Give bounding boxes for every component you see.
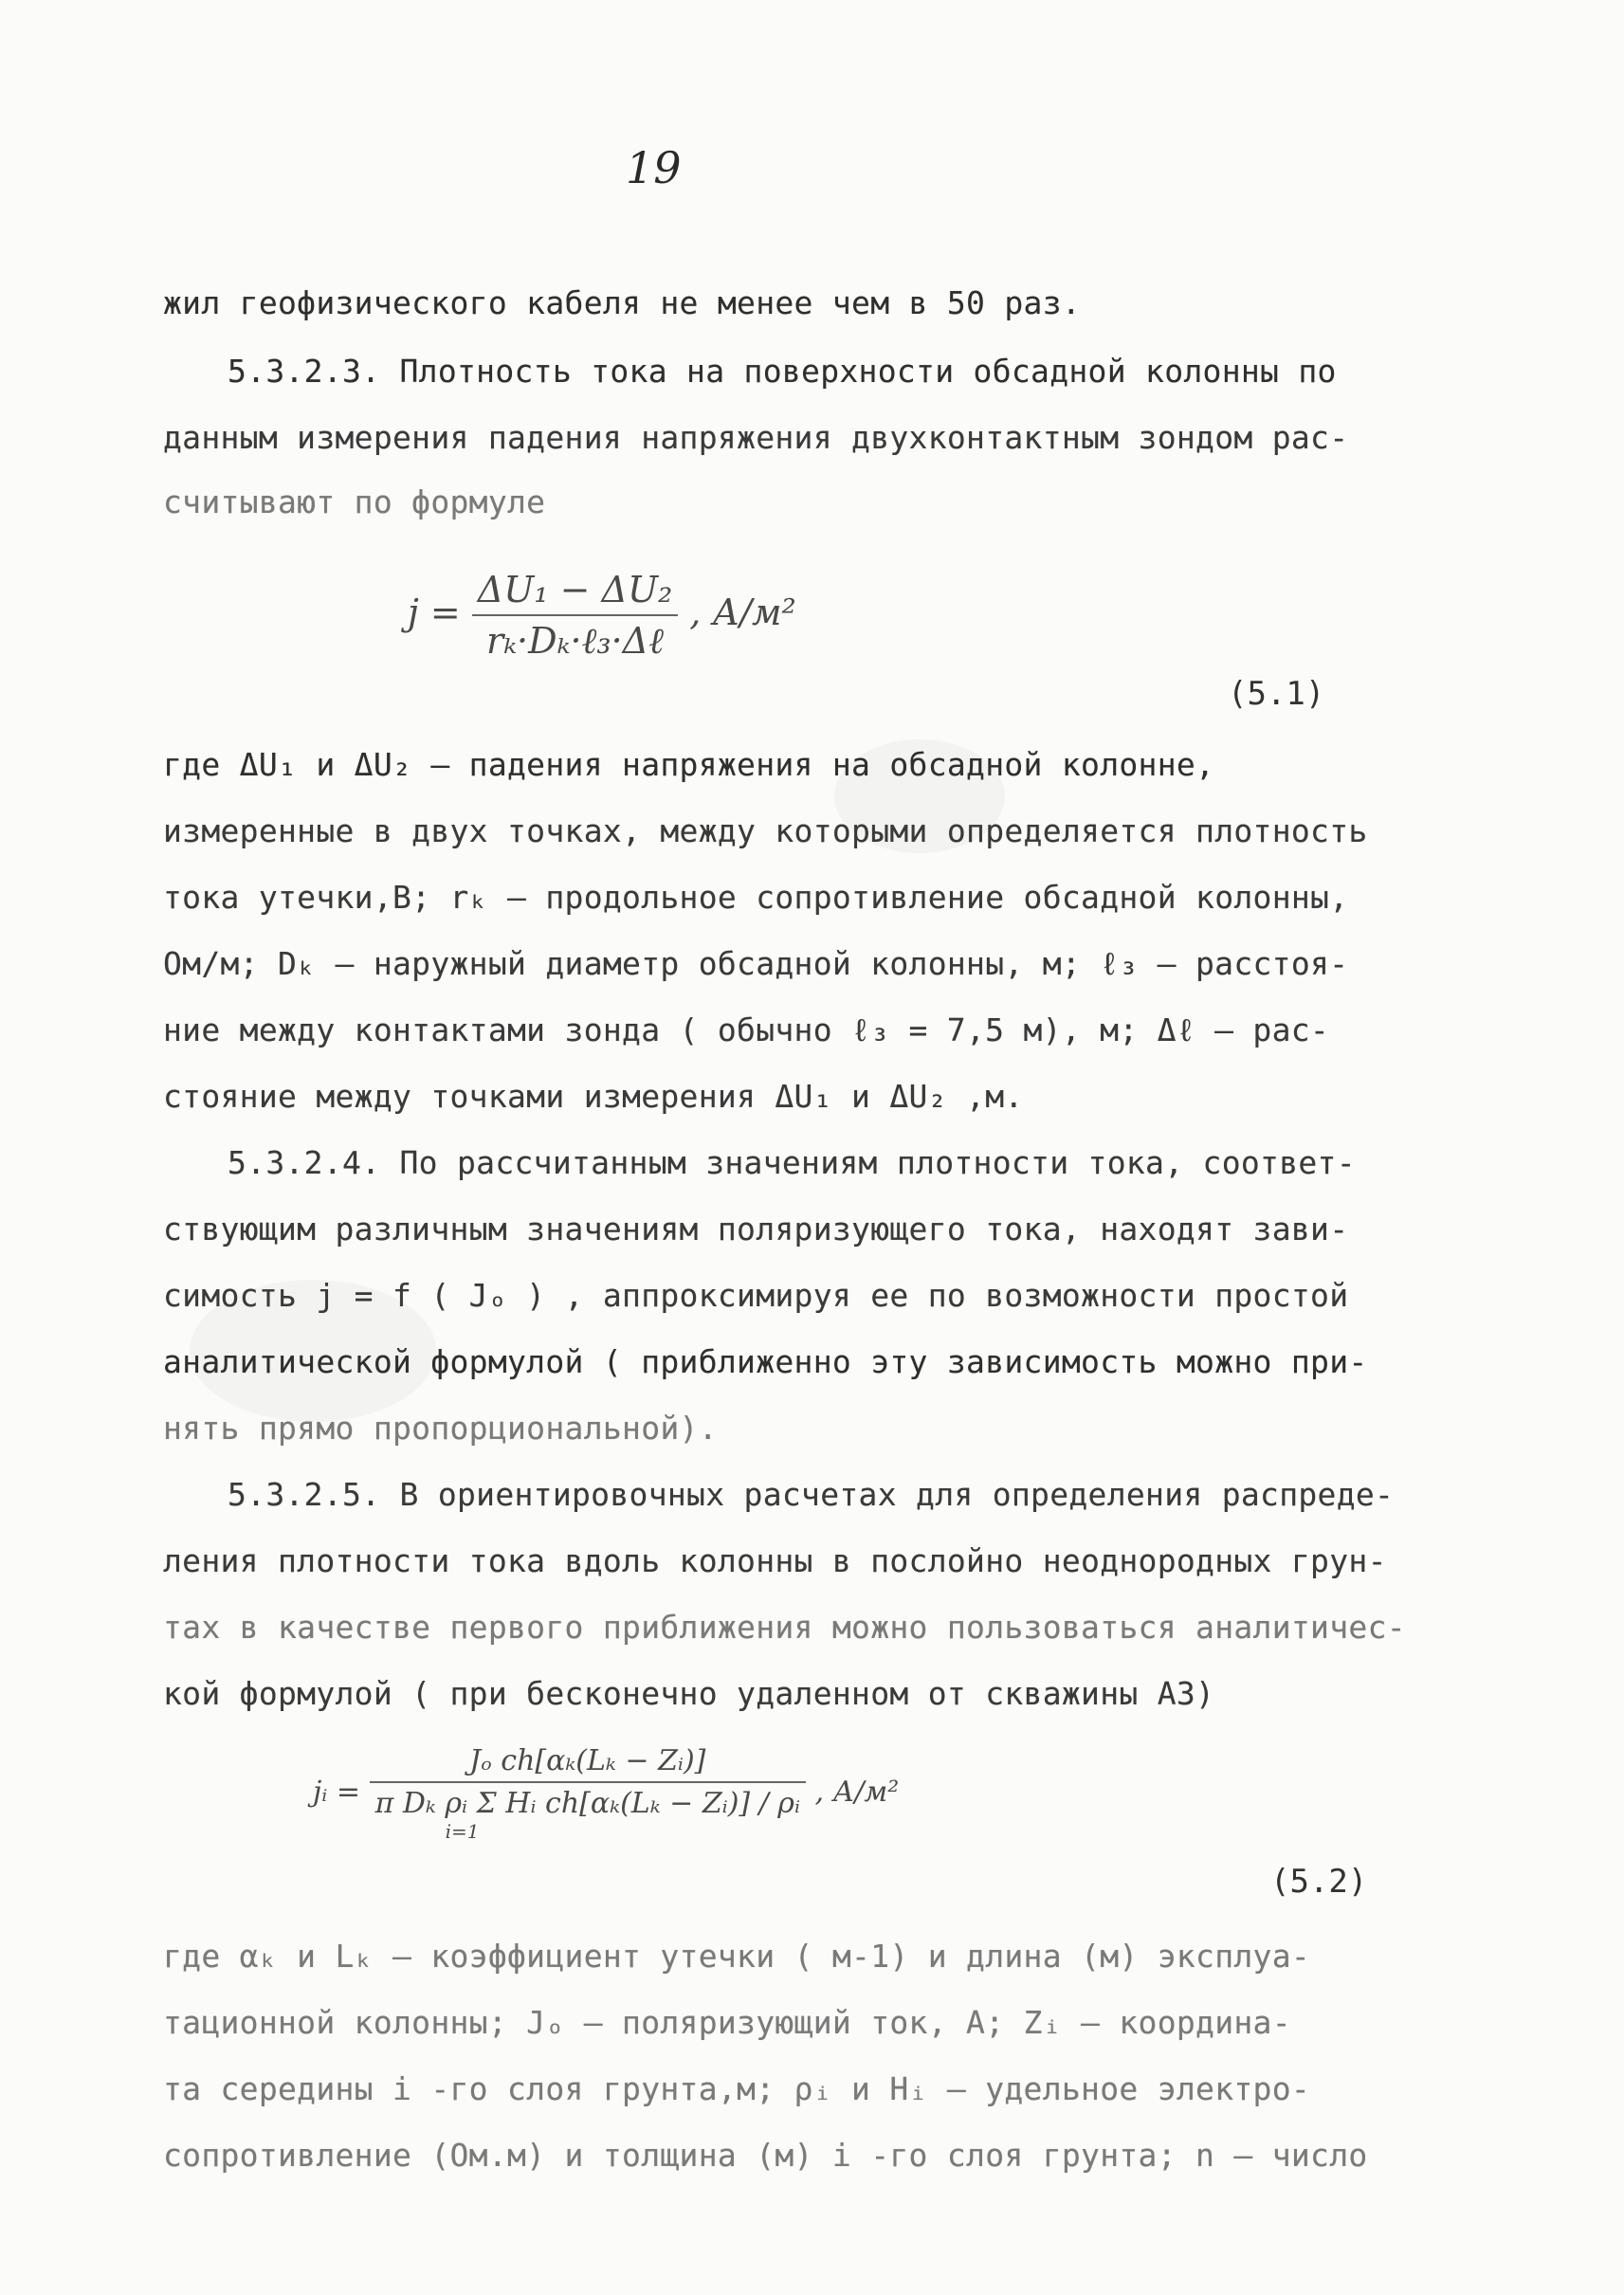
formula-fraction <box>370 1744 806 1843</box>
text-line: Ом/м; Dₖ — наружный диаметр обсадной колонны, м; ℓ₃ — расстоя- <box>163 945 1349 982</box>
formula-lhs: jᵢ = <box>313 1776 361 1809</box>
formula-sum-limits: i=1 <box>445 1820 480 1843</box>
text-line: 5.3.2.3. Плотность тока на поверхности обсадной колонны по <box>228 353 1337 390</box>
text-line: ние между контактами зонда ( обычно ℓ₃ = 7,5 м), м; Δℓ — рас- <box>163 1011 1330 1048</box>
text-line: данным измерения падения напряжения двухконтактным зондом рас- <box>163 419 1349 456</box>
text-line: та середины i -го слоя грунта,м; ρᵢ и Hᵢ — удельное электро- <box>163 2070 1311 2107</box>
page-number: 19 <box>626 142 682 193</box>
formula-numerator: ΔU₁ − ΔU₂ <box>472 569 678 616</box>
text-line: кой формулой ( при бесконечно удаленном от скважины АЗ) <box>163 1675 1215 1712</box>
equation-number: (5.1) <box>1228 675 1325 713</box>
text-line: ления плотности тока вдоль колонны в послойно неоднородных грун- <box>163 1542 1387 1579</box>
text-line: нять прямо пропорциональной). <box>163 1410 718 1447</box>
text-line: жил геофизического кабеля не менее чем в 50 раз. <box>163 284 1082 321</box>
formula-unit: , А/м² <box>689 592 796 633</box>
text-line: симость j = f ( Jₒ ) , аппроксимируя ее по возможности простой <box>163 1277 1349 1314</box>
text-line: 5.3.2.5. В ориентировочных расчетах для определения распреде- <box>228 1476 1395 1513</box>
formula-denominator: rₖ·Dₖ·ℓ₃·Δℓ <box>486 620 664 662</box>
text-line: тах в качестве первого приближения можно пользоваться аналитичес- <box>163 1609 1406 1646</box>
text-line: 5.3.2.4. По рассчитанным значениям плотности тока, соответ- <box>228 1144 1356 1181</box>
formula-denominator: π Dₖ ρᵢ Σ Hᵢ ch[αₖ(Lₖ − Zᵢ)] / ρᵢ <box>374 1787 800 1820</box>
text-line: тационной колонны; Jₒ — поляризующий ток, А; Zᵢ — координа- <box>163 2004 1291 2041</box>
text-line: где ΔU₁ и ΔU₂ — падения напряжения на обсадной колонне, <box>163 746 1215 783</box>
text-line: стояние между точками измерения ΔU₁ и ΔU₂ ,м. <box>163 1078 1024 1115</box>
text-line: тока утечки,В; rₖ — продольное сопротивление обсадной колонны, <box>163 879 1349 916</box>
formula-numerator: Jₒ ch[αₖ(Lₖ − Zᵢ)] <box>370 1744 806 1783</box>
formula-5-1 <box>408 569 796 663</box>
text-line: считывают по формуле <box>163 483 546 520</box>
formula-lhs: j = <box>408 592 461 633</box>
formula-unit: , А/м² <box>814 1776 900 1809</box>
text-line: аналитической формулой ( приближенно эту зависимость можно при- <box>163 1343 1368 1380</box>
text-line: где αₖ и Lₖ — коэффициент утечки ( м-1) и длина (м) эксплуа- <box>163 1938 1311 1975</box>
formula-fraction <box>472 569 678 663</box>
text-line: измеренные в двух точках, между которыми определяется плотность <box>163 812 1368 849</box>
formula-5-2 <box>313 1744 899 1843</box>
text-line: сопротивление (Ом.м) и толщина (м) i -го слоя грунта; n — число <box>163 2137 1368 2174</box>
text-line: ствующим различным значениям поляризующего тока, находят зави- <box>163 1211 1349 1248</box>
equation-number: (5.2) <box>1270 1863 1368 1901</box>
